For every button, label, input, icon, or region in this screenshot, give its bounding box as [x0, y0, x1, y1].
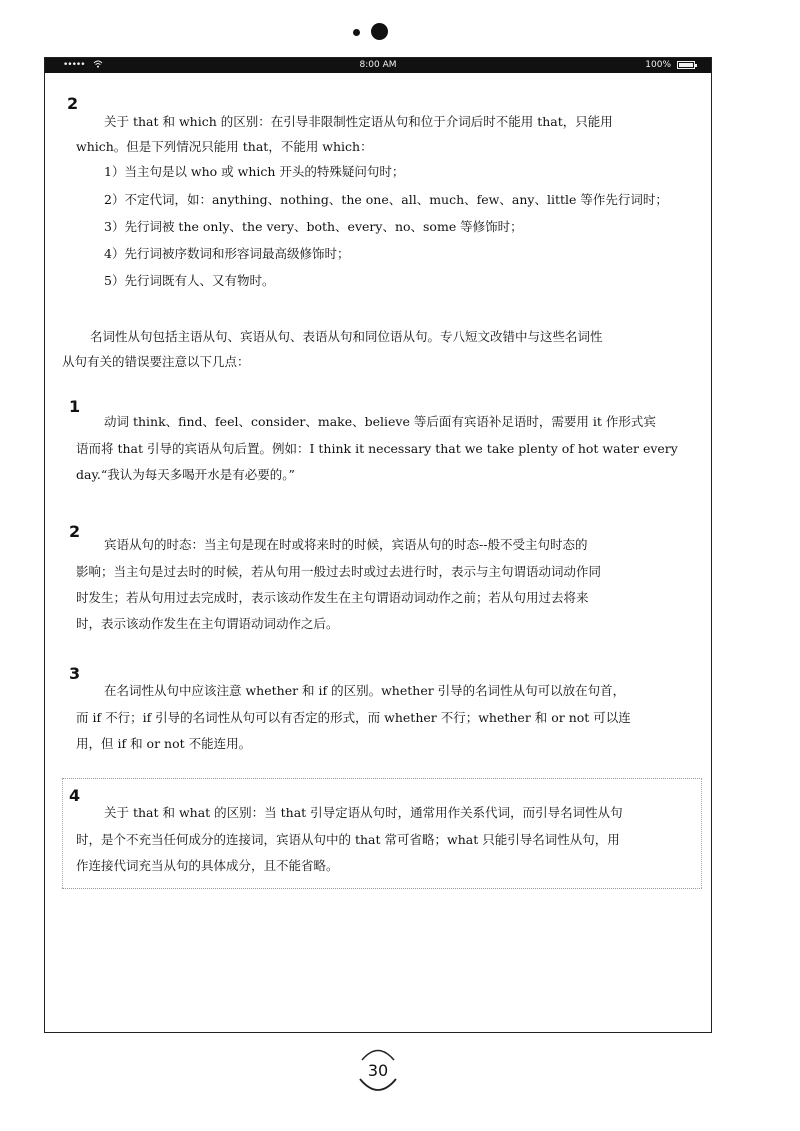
point-number: 2 — [69, 522, 81, 541]
paragraph-line: 时，表示该动作发生在主句谓语动词动作之后。 — [76, 616, 339, 631]
list-item: 1）当主句是以 who 或 which 开头的特殊疑问句时； — [104, 164, 405, 179]
list-item: 3）先行词被 the only、the very、both、every、no、some 等修饰时； — [104, 219, 523, 234]
list-item: 5）先行词既有人、又有物时。 — [104, 273, 275, 288]
dotted-border-right — [701, 778, 702, 888]
page-number: 30 — [367, 1061, 389, 1080]
paragraph-line: 语而将 that 引导的宾语从句后置。例如：I think it necessary that we take plenty of hot water every — [76, 441, 678, 456]
paragraph-line: 影响；当主句是过去时的时候，若从句用一般过去时或过去进行时，表示与主句谓语动词动作同 — [76, 564, 602, 579]
paragraph-line: 作连接代词充当从句的具体成分，且不能省略。 — [76, 858, 339, 873]
status-bar — [45, 58, 711, 73]
paragraph-line: which。但是下列情况只能用 that，不能用 which： — [76, 139, 373, 154]
paragraph-line: 动词 think、find、feel、consider、make、believe 等后面有宾语补足语时，需要用 it 作形式宾 — [104, 414, 656, 429]
point-number: 4 — [69, 786, 81, 805]
paragraph-line: 用，但 if 和 or not 不能连用。 — [76, 736, 252, 751]
paragraph-line: 宾语从句的时态：当主句是现在时或将来时的时候，宾语从句的时态--般不受主句时态的 — [104, 537, 588, 552]
camera-dot-small — [353, 29, 360, 36]
status-time: 8:00 AM — [359, 60, 397, 70]
dotted-divider — [62, 778, 702, 779]
section-number: 2 — [67, 94, 79, 113]
battery-icon — [677, 61, 695, 69]
paragraph-line: 而 if 不行；if 引导的名词性从句可以有否定的形式，而 whether 不行；whether 和 or not 可以连 — [76, 710, 631, 725]
signal-icon: ••••• — [63, 60, 85, 70]
dotted-border-left — [62, 778, 63, 888]
intro-line: 名词性从句包括主语从句、宾语从句、表语从句和同位语从句。专八短文改错中与这些名词性 — [90, 329, 603, 344]
paragraph-line: 关于 that 和 which 的区别：在引导非限制性定语从句和位于介词后时不能用 that，只能用 — [104, 114, 613, 129]
list-item: 2）不定代词，如：anything、nothing、the one、all、much、few、any、little 等作先行词时； — [104, 192, 668, 207]
paragraph-line: 关于 that 和 what 的区别：当 that 引导定语从句时，通常用作关系代词，而引导名词性从句 — [104, 805, 623, 820]
battery-percent: 100% — [645, 60, 671, 70]
dotted-divider — [62, 888, 702, 889]
paragraph-line: 时，是个不充当任何成分的连接词，宾语从句中的 that 常可省略；what 只能引导名词性从句，用 — [76, 832, 620, 847]
camera-dot-large — [371, 23, 388, 40]
paragraph-line: 时发生；若从句用过去完成时，表示该动作发生在主句谓语动词动作之前；若从句用过去将来 — [76, 590, 589, 605]
point-number: 3 — [69, 664, 81, 683]
intro-line: 从句有关的错误要注意以下几点： — [62, 354, 250, 369]
list-item: 4）先行词被序数词和形容词最高级修饰时； — [104, 246, 350, 261]
paragraph-line: day.“我认为每天多喝开水是有必要的。” — [76, 467, 295, 482]
page-number-badge — [352, 1043, 404, 1095]
paragraph-line: 在名词性从句中应该注意 whether 和 if 的区别。whether 引导的名词性从句可以放在句首， — [104, 683, 626, 698]
point-number: 1 — [69, 397, 81, 416]
